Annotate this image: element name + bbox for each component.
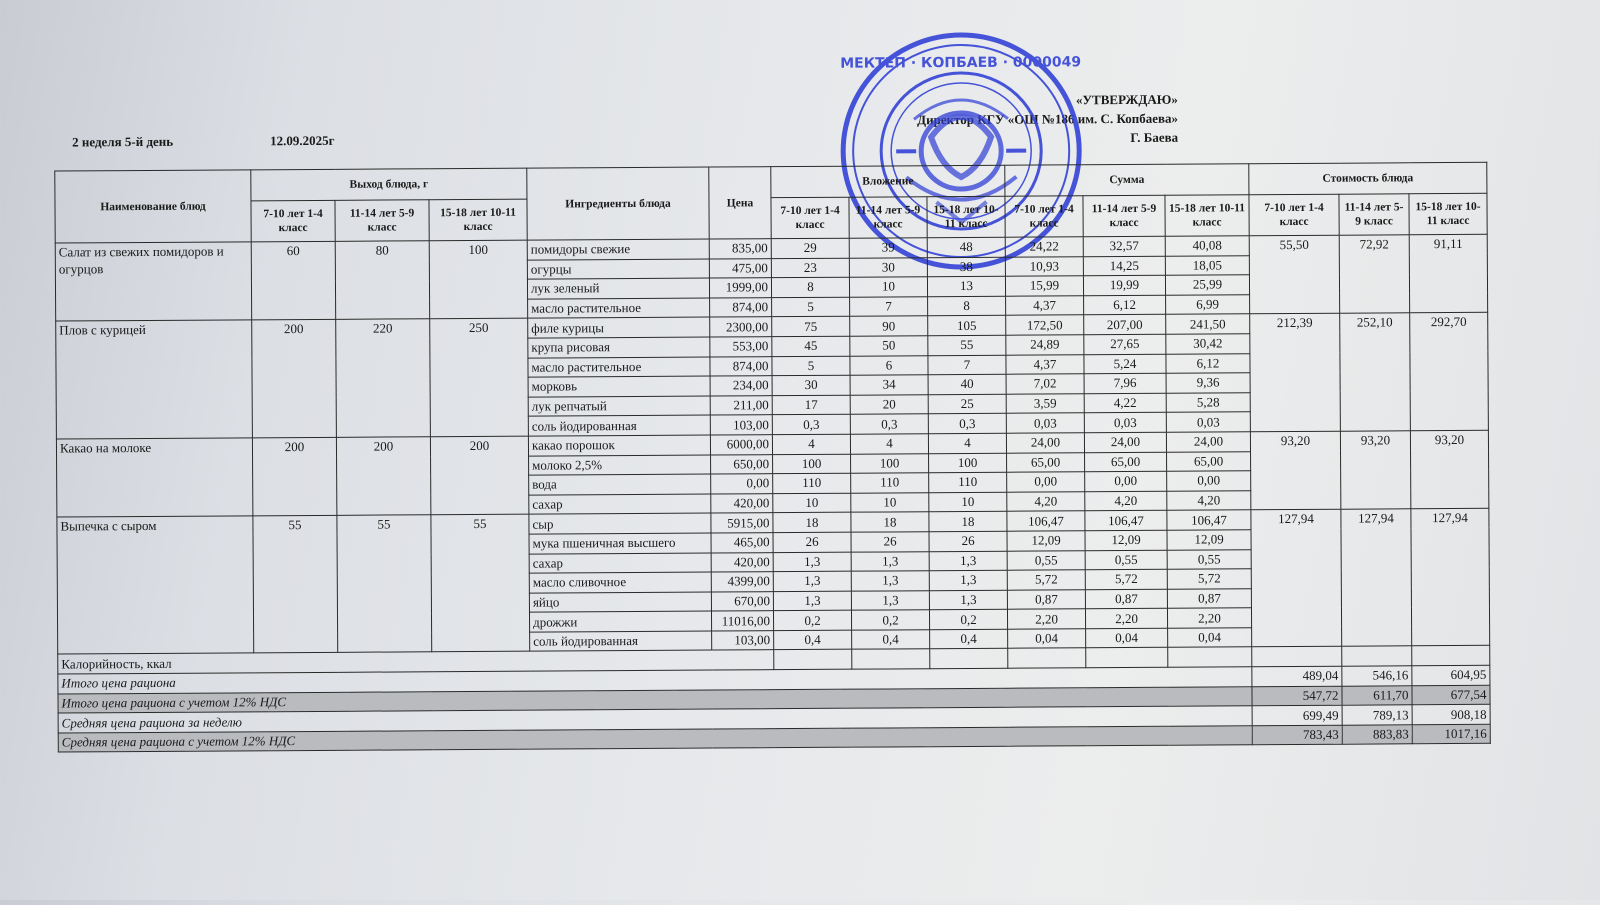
ingredient-price-cell: 5915,00 bbox=[711, 513, 773, 533]
dish-name-cell: Плов с курицей bbox=[56, 320, 253, 439]
ingredient-norm-cell: 10 bbox=[773, 493, 851, 513]
ingredient-name-cell: масло сливочное bbox=[529, 572, 711, 593]
ingredient-norm-cell: 7 bbox=[850, 296, 928, 316]
ingredient-name-cell: вода bbox=[529, 474, 711, 495]
ingredient-price-cell: 874,00 bbox=[710, 356, 772, 376]
menu-table-body bbox=[55, 234, 1489, 654]
ingredient-sum-cell: 7,02 bbox=[1006, 374, 1084, 394]
dish-yield-cell: 55 bbox=[431, 514, 530, 652]
ingredient-sum-cell: 12,09 bbox=[1167, 530, 1251, 550]
calories-cell bbox=[1342, 646, 1412, 666]
document-date: 12.09.2025г bbox=[270, 132, 335, 149]
ingredient-sum-cell: 0,00 bbox=[1007, 472, 1085, 492]
ingredient-norm-cell: 18 bbox=[773, 513, 851, 533]
ingredient-sum-cell: 24,89 bbox=[1006, 335, 1084, 355]
col-yield-header: Выход блюда, г bbox=[251, 168, 527, 201]
ingredient-sum-cell: 9,36 bbox=[1166, 373, 1250, 393]
ingredient-sum-cell: 5,72 bbox=[1085, 569, 1167, 589]
ingredient-price-cell: 420,00 bbox=[711, 552, 773, 572]
age-header: 15-18 лет 10-11 класс bbox=[1165, 195, 1249, 237]
total-value: 1017,16 bbox=[1412, 724, 1490, 744]
dish-name-cell: Какао на молоке bbox=[56, 438, 252, 518]
ingredient-sum-cell: 32,57 bbox=[1083, 236, 1165, 256]
ingredient-norm-cell: 34 bbox=[850, 375, 928, 395]
ingredient-norm-cell: 29 bbox=[771, 238, 849, 258]
ingredient-sum-cell: 65,00 bbox=[1085, 452, 1167, 472]
ingredient-norm-cell: 1,3 bbox=[851, 551, 929, 571]
ingredient-price-cell: 103,00 bbox=[710, 415, 772, 435]
calories-cell bbox=[1086, 648, 1168, 668]
ingredient-price-cell: 2300,00 bbox=[710, 317, 772, 337]
dish-cost-cell: 212,39 bbox=[1250, 314, 1341, 432]
ingredient-sum-cell: 5,24 bbox=[1084, 354, 1166, 374]
ingredient-name-cell: сыр bbox=[529, 513, 711, 534]
ingredient-price-cell: 420,00 bbox=[711, 493, 773, 513]
age-header: 15-18 лет 10-11 класс bbox=[429, 199, 527, 241]
ingredient-sum-cell: 10,93 bbox=[1005, 256, 1083, 276]
ingredient-price-cell: 835,00 bbox=[709, 239, 771, 259]
ingredient-name-cell: молоко 2,5% bbox=[529, 455, 711, 476]
ingredient-norm-cell: 13 bbox=[927, 276, 1005, 296]
ingredient-norm-cell: 100 bbox=[851, 453, 929, 473]
approval-signatory: Г. Баева bbox=[1130, 129, 1179, 145]
ingredient-name-cell: филе курицы bbox=[528, 317, 710, 338]
ingredient-sum-cell: 0,00 bbox=[1085, 471, 1167, 491]
ingredient-norm-cell: 8 bbox=[928, 296, 1006, 316]
ingredient-norm-cell: 1,3 bbox=[929, 570, 1007, 590]
ingredient-norm-cell: 1,3 bbox=[929, 551, 1007, 571]
ingredient-norm-cell: 75 bbox=[772, 317, 850, 337]
ingredient-norm-cell: 110 bbox=[773, 473, 851, 493]
total-value: 547,72 bbox=[1252, 686, 1342, 706]
ingredient-sum-cell: 5,72 bbox=[1167, 569, 1251, 589]
age-header: 11-14 лет 5-9 класс bbox=[335, 200, 429, 242]
total-value: 604,95 bbox=[1412, 665, 1490, 685]
ingredient-price-cell: 4399,00 bbox=[711, 572, 773, 592]
ingredient-sum-cell: 24,00 bbox=[1084, 432, 1166, 452]
ingredient-norm-cell: 6 bbox=[850, 355, 928, 375]
ingredient-sum-cell: 0,04 bbox=[1086, 628, 1168, 648]
ingredient-norm-cell: 30 bbox=[772, 375, 850, 395]
ingredient-sum-cell: 18,05 bbox=[1165, 255, 1249, 275]
ingredient-name-cell: мука пшеничная высшего bbox=[529, 533, 711, 554]
ingredient-norm-cell: 26 bbox=[929, 531, 1007, 551]
ingredient-norm-cell: 50 bbox=[850, 336, 928, 356]
ingredient-sum-cell: 0,03 bbox=[1166, 412, 1250, 432]
ingredient-sum-cell: 0,04 bbox=[1008, 629, 1086, 649]
dish-yield-cell: 220 bbox=[336, 319, 431, 437]
ingredient-norm-cell: 26 bbox=[851, 532, 929, 552]
ingredient-price-cell: 211,00 bbox=[710, 395, 772, 415]
ingredient-name-cell: масло растительное bbox=[528, 298, 710, 319]
ingredient-sum-cell: 15,99 bbox=[1005, 276, 1083, 296]
age-header: 11-14 лет 5-9 класс bbox=[849, 197, 927, 238]
col-sum-header: Сумма bbox=[1005, 164, 1249, 196]
dish-yield-cell: 200 bbox=[252, 320, 337, 438]
calories-cell bbox=[1168, 647, 1252, 667]
ingredient-sum-cell: 2,20 bbox=[1167, 608, 1251, 628]
dish-yield-cell: 200 bbox=[336, 437, 430, 516]
dish-yield-cell: 200 bbox=[430, 436, 528, 515]
ingredient-name-cell: дрожжи bbox=[529, 611, 711, 632]
approval-title: «УТВЕРЖДАЮ» bbox=[1075, 91, 1178, 108]
ingredient-name-cell: морковь bbox=[528, 376, 710, 397]
ingredient-sum-cell: 241,50 bbox=[1166, 314, 1250, 334]
age-header: 15-18 лет 10-11 класс bbox=[927, 196, 1005, 237]
ingredient-sum-cell: 24,00 bbox=[1006, 433, 1084, 453]
ingredient-norm-cell: 7 bbox=[928, 355, 1006, 375]
ingredient-sum-cell: 0,55 bbox=[1007, 550, 1085, 570]
ingredient-sum-cell: 65,00 bbox=[1007, 452, 1085, 472]
age-header: 7-10 лет 1-4 класс bbox=[251, 200, 335, 242]
dish-cost-cell: 93,20 bbox=[1340, 431, 1410, 510]
total-value: 908,18 bbox=[1412, 705, 1490, 725]
ingredient-price-cell: 670,00 bbox=[711, 591, 773, 611]
ingredient-sum-cell: 106,47 bbox=[1167, 510, 1251, 530]
ingredient-norm-cell: 18 bbox=[851, 512, 929, 532]
ingredient-norm-cell: 10 bbox=[849, 277, 927, 297]
total-value: 789,13 bbox=[1342, 705, 1412, 725]
ingredient-norm-cell: 5 bbox=[772, 297, 850, 317]
ingredient-norm-cell: 10 bbox=[929, 492, 1007, 512]
ingredient-norm-cell: 5 bbox=[772, 356, 850, 376]
ingredient-norm-cell: 17 bbox=[772, 395, 850, 415]
menu-table bbox=[54, 162, 1491, 753]
ingredient-norm-cell: 1,3 bbox=[929, 590, 1007, 610]
ingredient-norm-cell: 0,3 bbox=[928, 414, 1006, 434]
ingredient-sum-cell: 4,20 bbox=[1085, 491, 1167, 511]
dish-cost-cell: 252,10 bbox=[1340, 313, 1411, 431]
ingredient-sum-cell: 0,87 bbox=[1007, 589, 1085, 609]
ingredient-norm-cell: 0,4 bbox=[774, 630, 852, 650]
ingredient-sum-cell: 2,20 bbox=[1085, 609, 1167, 629]
ingredient-price-cell: 465,00 bbox=[711, 533, 773, 553]
col-name-header: Наименование блюд bbox=[55, 170, 251, 243]
ingredient-name-cell: помидоры свежие bbox=[527, 239, 709, 260]
ingredient-norm-cell: 1,3 bbox=[773, 571, 851, 591]
dish-cost-cell: 127,94 bbox=[1341, 509, 1412, 647]
ingredient-norm-cell: 0,4 bbox=[930, 629, 1008, 649]
col-ingredients-header: Ингредиенты блюда bbox=[527, 167, 709, 240]
week-day-label: 2 неделя 5-й день bbox=[72, 133, 174, 150]
ingredient-sum-cell: 6,12 bbox=[1084, 295, 1166, 315]
total-label: Итого цена рациона bbox=[58, 667, 1252, 694]
approval-position: Директор КГУ «ОШ №186 им. С. Копбаева» bbox=[917, 110, 1179, 128]
dish-yield-cell: 80 bbox=[335, 241, 429, 320]
calories-cell bbox=[930, 649, 1008, 669]
ingredient-norm-cell: 4 bbox=[772, 434, 850, 454]
ingredient-name-cell: яйцо bbox=[529, 592, 711, 613]
ingredient-norm-cell: 20 bbox=[850, 394, 928, 414]
total-value: 489,04 bbox=[1252, 666, 1342, 686]
ingredient-name-cell: соль йодированная bbox=[528, 415, 710, 436]
ingredient-norm-cell: 0,4 bbox=[852, 630, 930, 650]
ingredient-price-cell: 1999,00 bbox=[709, 278, 771, 298]
dish-cost-cell: 72,92 bbox=[1339, 235, 1409, 314]
ingredient-sum-cell: 4,37 bbox=[1006, 296, 1084, 316]
ingredient-sum-cell: 0,55 bbox=[1085, 550, 1167, 570]
document-header bbox=[72, 132, 335, 151]
age-header: 7-10 лет 1-4 класс bbox=[1005, 196, 1083, 237]
ingredient-norm-cell: 0,3 bbox=[850, 414, 928, 434]
ingredient-name-cell: какао порошок bbox=[528, 435, 710, 456]
total-value: 677,54 bbox=[1412, 685, 1490, 705]
ingredient-sum-cell: 65,00 bbox=[1167, 451, 1251, 471]
ingredient-norm-cell: 55 bbox=[928, 335, 1006, 355]
ingredient-norm-cell: 26 bbox=[773, 532, 851, 552]
dish-yield-cell: 100 bbox=[429, 240, 527, 319]
age-header: 11-14 лет 5-9 класс bbox=[1339, 194, 1409, 235]
ingredient-price-cell: 874,00 bbox=[710, 297, 772, 317]
ingredient-sum-cell: 0,87 bbox=[1167, 588, 1251, 608]
calories-cell bbox=[774, 650, 852, 670]
ingredient-sum-cell: 27,65 bbox=[1084, 334, 1166, 354]
dish-yield-cell: 60 bbox=[251, 241, 335, 320]
ingredient-norm-cell: 45 bbox=[772, 336, 850, 356]
ingredient-sum-cell: 24,00 bbox=[1166, 432, 1250, 452]
ingredient-norm-cell: 1,3 bbox=[851, 590, 929, 610]
ingredient-name-cell: крупа рисовая bbox=[528, 337, 710, 358]
ingredient-sum-cell: 12,09 bbox=[1007, 531, 1085, 551]
dish-cost-cell: 55,50 bbox=[1249, 235, 1339, 314]
ingredient-norm-cell: 18 bbox=[929, 512, 1007, 532]
ingredient-norm-cell: 0,3 bbox=[772, 415, 850, 435]
ingredient-norm-cell: 4 bbox=[850, 434, 928, 454]
dish-yield-cell: 250 bbox=[430, 319, 529, 437]
ingredient-price-cell: 6000,00 bbox=[710, 435, 772, 455]
ingredient-norm-cell: 0,2 bbox=[773, 610, 851, 630]
dish-cost-cell: 91,11 bbox=[1409, 234, 1487, 313]
ingredient-name-cell: лук репчатый bbox=[528, 396, 710, 417]
ingredient-sum-cell: 0,03 bbox=[1006, 413, 1084, 433]
stamp-text: МЕКТЕП · КОПБАЕВ · 0000049 bbox=[840, 54, 1082, 72]
ingredient-norm-cell: 30 bbox=[849, 257, 927, 277]
total-value: 883,83 bbox=[1342, 725, 1412, 745]
ingredient-norm-cell: 10 bbox=[851, 492, 929, 512]
dish-yield-cell: 200 bbox=[252, 437, 336, 516]
age-header: 11-14 лет 5-9 класс bbox=[1083, 195, 1165, 237]
ingredient-price-cell: 234,00 bbox=[710, 376, 772, 396]
ingredient-sum-cell: 5,72 bbox=[1007, 570, 1085, 590]
ingredient-sum-cell: 0,00 bbox=[1167, 471, 1251, 491]
age-header: 7-10 лет 1-4 класс bbox=[1249, 194, 1339, 236]
ingredient-sum-cell: 3,59 bbox=[1006, 394, 1084, 414]
ingredient-norm-cell: 1,3 bbox=[773, 552, 851, 572]
ingredient-name-cell: лук зеленый bbox=[527, 278, 709, 299]
ingredient-sum-cell: 207,00 bbox=[1084, 315, 1166, 335]
total-label: Средняя цена рациона за неделю bbox=[58, 706, 1252, 733]
dish-cost-cell: 93,20 bbox=[1250, 431, 1340, 510]
ingredient-sum-cell: 24,22 bbox=[1005, 237, 1083, 257]
total-value: 546,16 bbox=[1342, 666, 1412, 686]
ingredient-norm-cell: 25 bbox=[928, 394, 1006, 414]
ingredient-name-cell: сахар bbox=[529, 553, 711, 574]
ingredient-price-cell: 475,00 bbox=[709, 258, 771, 278]
calories-cell bbox=[852, 649, 930, 669]
dish-cost-cell: 93,20 bbox=[1410, 430, 1488, 509]
ingredient-norm-cell: 0,2 bbox=[851, 610, 929, 630]
age-header: 15-18 лет 10-11 класс bbox=[1409, 193, 1487, 234]
ingredient-sum-cell: 4,22 bbox=[1084, 393, 1166, 413]
ingredient-name-cell: масло растительное bbox=[528, 357, 710, 378]
dish-yield-cell: 55 bbox=[253, 516, 338, 654]
total-label: Средняя цена рациона с учетом 12% НДС bbox=[58, 726, 1252, 753]
ingredient-norm-cell: 1,3 bbox=[851, 571, 929, 591]
total-value: 699,49 bbox=[1252, 705, 1342, 725]
ingredient-sum-cell: 4,37 bbox=[1006, 354, 1084, 374]
col-price-header: Цена bbox=[709, 167, 771, 239]
ingredient-name-cell: соль йодированная bbox=[530, 631, 712, 652]
dish-cost-cell: 127,94 bbox=[1251, 510, 1342, 648]
ingredient-norm-cell: 0,2 bbox=[929, 610, 1007, 630]
totals-body bbox=[58, 646, 1491, 753]
ingredient-name-cell: сахар bbox=[529, 494, 711, 515]
ingredient-sum-cell: 0,55 bbox=[1167, 549, 1251, 569]
ingredient-sum-cell: 2,20 bbox=[1007, 609, 1085, 629]
ingredient-sum-cell: 25,99 bbox=[1165, 275, 1249, 295]
dish-cost-cell: 127,94 bbox=[1411, 509, 1490, 647]
ingredient-name-cell: огурцы bbox=[527, 259, 709, 280]
ingredient-price-cell: 0,00 bbox=[711, 474, 773, 494]
dish-cost-cell: 292,70 bbox=[1410, 313, 1489, 431]
col-norm-header: Вложение bbox=[771, 165, 1005, 197]
ingredient-sum-cell: 4,20 bbox=[1007, 491, 1085, 511]
ingredient-sum-cell: 4,20 bbox=[1167, 490, 1251, 510]
ingredient-sum-cell: 14,25 bbox=[1083, 256, 1165, 276]
ingredient-norm-cell: 110 bbox=[851, 473, 929, 493]
ingredient-norm-cell: 100 bbox=[929, 453, 1007, 473]
ingredient-norm-cell: 39 bbox=[849, 238, 927, 258]
col-cost-header: Стоимость блюда bbox=[1249, 162, 1487, 194]
ingredient-norm-cell: 100 bbox=[773, 454, 851, 474]
ingredient-sum-cell: 106,47 bbox=[1085, 511, 1167, 531]
dish-name-cell: Выпечка с сыром bbox=[57, 516, 254, 654]
ingredient-sum-cell: 0,03 bbox=[1084, 413, 1166, 433]
ingredient-norm-cell: 110 bbox=[929, 472, 1007, 492]
ingredient-norm-cell: 4 bbox=[928, 433, 1006, 453]
age-header: 7-10 лет 1-4 класс bbox=[771, 197, 849, 238]
ingredient-sum-cell: 7,96 bbox=[1084, 373, 1166, 393]
ingredient-sum-cell: 40,08 bbox=[1165, 236, 1249, 256]
total-value: 783,43 bbox=[1252, 725, 1342, 745]
ingredient-price-cell: 553,00 bbox=[710, 337, 772, 357]
calories-cell bbox=[1008, 648, 1086, 668]
ingredient-sum-cell: 30,42 bbox=[1166, 334, 1250, 354]
ingredient-price-cell: 11016,00 bbox=[711, 611, 773, 631]
ingredient-norm-cell: 23 bbox=[771, 258, 849, 278]
ingredient-sum-cell: 6,12 bbox=[1166, 353, 1250, 373]
ingredient-norm-cell: 8 bbox=[771, 277, 849, 297]
calories-cell bbox=[1252, 647, 1342, 667]
ingredient-norm-cell: 1,3 bbox=[773, 591, 851, 611]
ingredient-norm-cell: 38 bbox=[927, 257, 1005, 277]
ingredient-norm-cell: 105 bbox=[928, 316, 1006, 336]
calories-label: Калорийность, ккал bbox=[58, 650, 774, 674]
ingredient-sum-cell: 106,47 bbox=[1007, 511, 1085, 531]
ingredient-sum-cell: 12,09 bbox=[1085, 530, 1167, 550]
ingredient-sum-cell: 6,99 bbox=[1166, 295, 1250, 315]
ingredient-sum-cell: 0,87 bbox=[1085, 589, 1167, 609]
total-value: 611,70 bbox=[1342, 685, 1412, 705]
dish-name-cell: Салат из свежих помидоров и огурцов bbox=[55, 242, 251, 322]
ingredient-price-cell: 650,00 bbox=[711, 454, 773, 474]
dish-yield-cell: 55 bbox=[337, 515, 432, 653]
ingredient-norm-cell: 48 bbox=[927, 237, 1005, 257]
ingredient-sum-cell: 19,99 bbox=[1083, 275, 1165, 295]
ingredient-norm-cell: 40 bbox=[928, 374, 1006, 394]
ingredient-sum-cell: 5,28 bbox=[1166, 392, 1250, 412]
ingredient-norm-cell: 90 bbox=[850, 316, 928, 336]
ingredient-sum-cell: 0,04 bbox=[1168, 628, 1252, 648]
ingredient-sum-cell: 172,50 bbox=[1006, 315, 1084, 335]
ingredient-price-cell: 103,00 bbox=[712, 631, 774, 651]
total-label: Итого цена рациона с учетом 12% НДС bbox=[58, 686, 1252, 713]
calories-cell bbox=[1412, 646, 1490, 666]
